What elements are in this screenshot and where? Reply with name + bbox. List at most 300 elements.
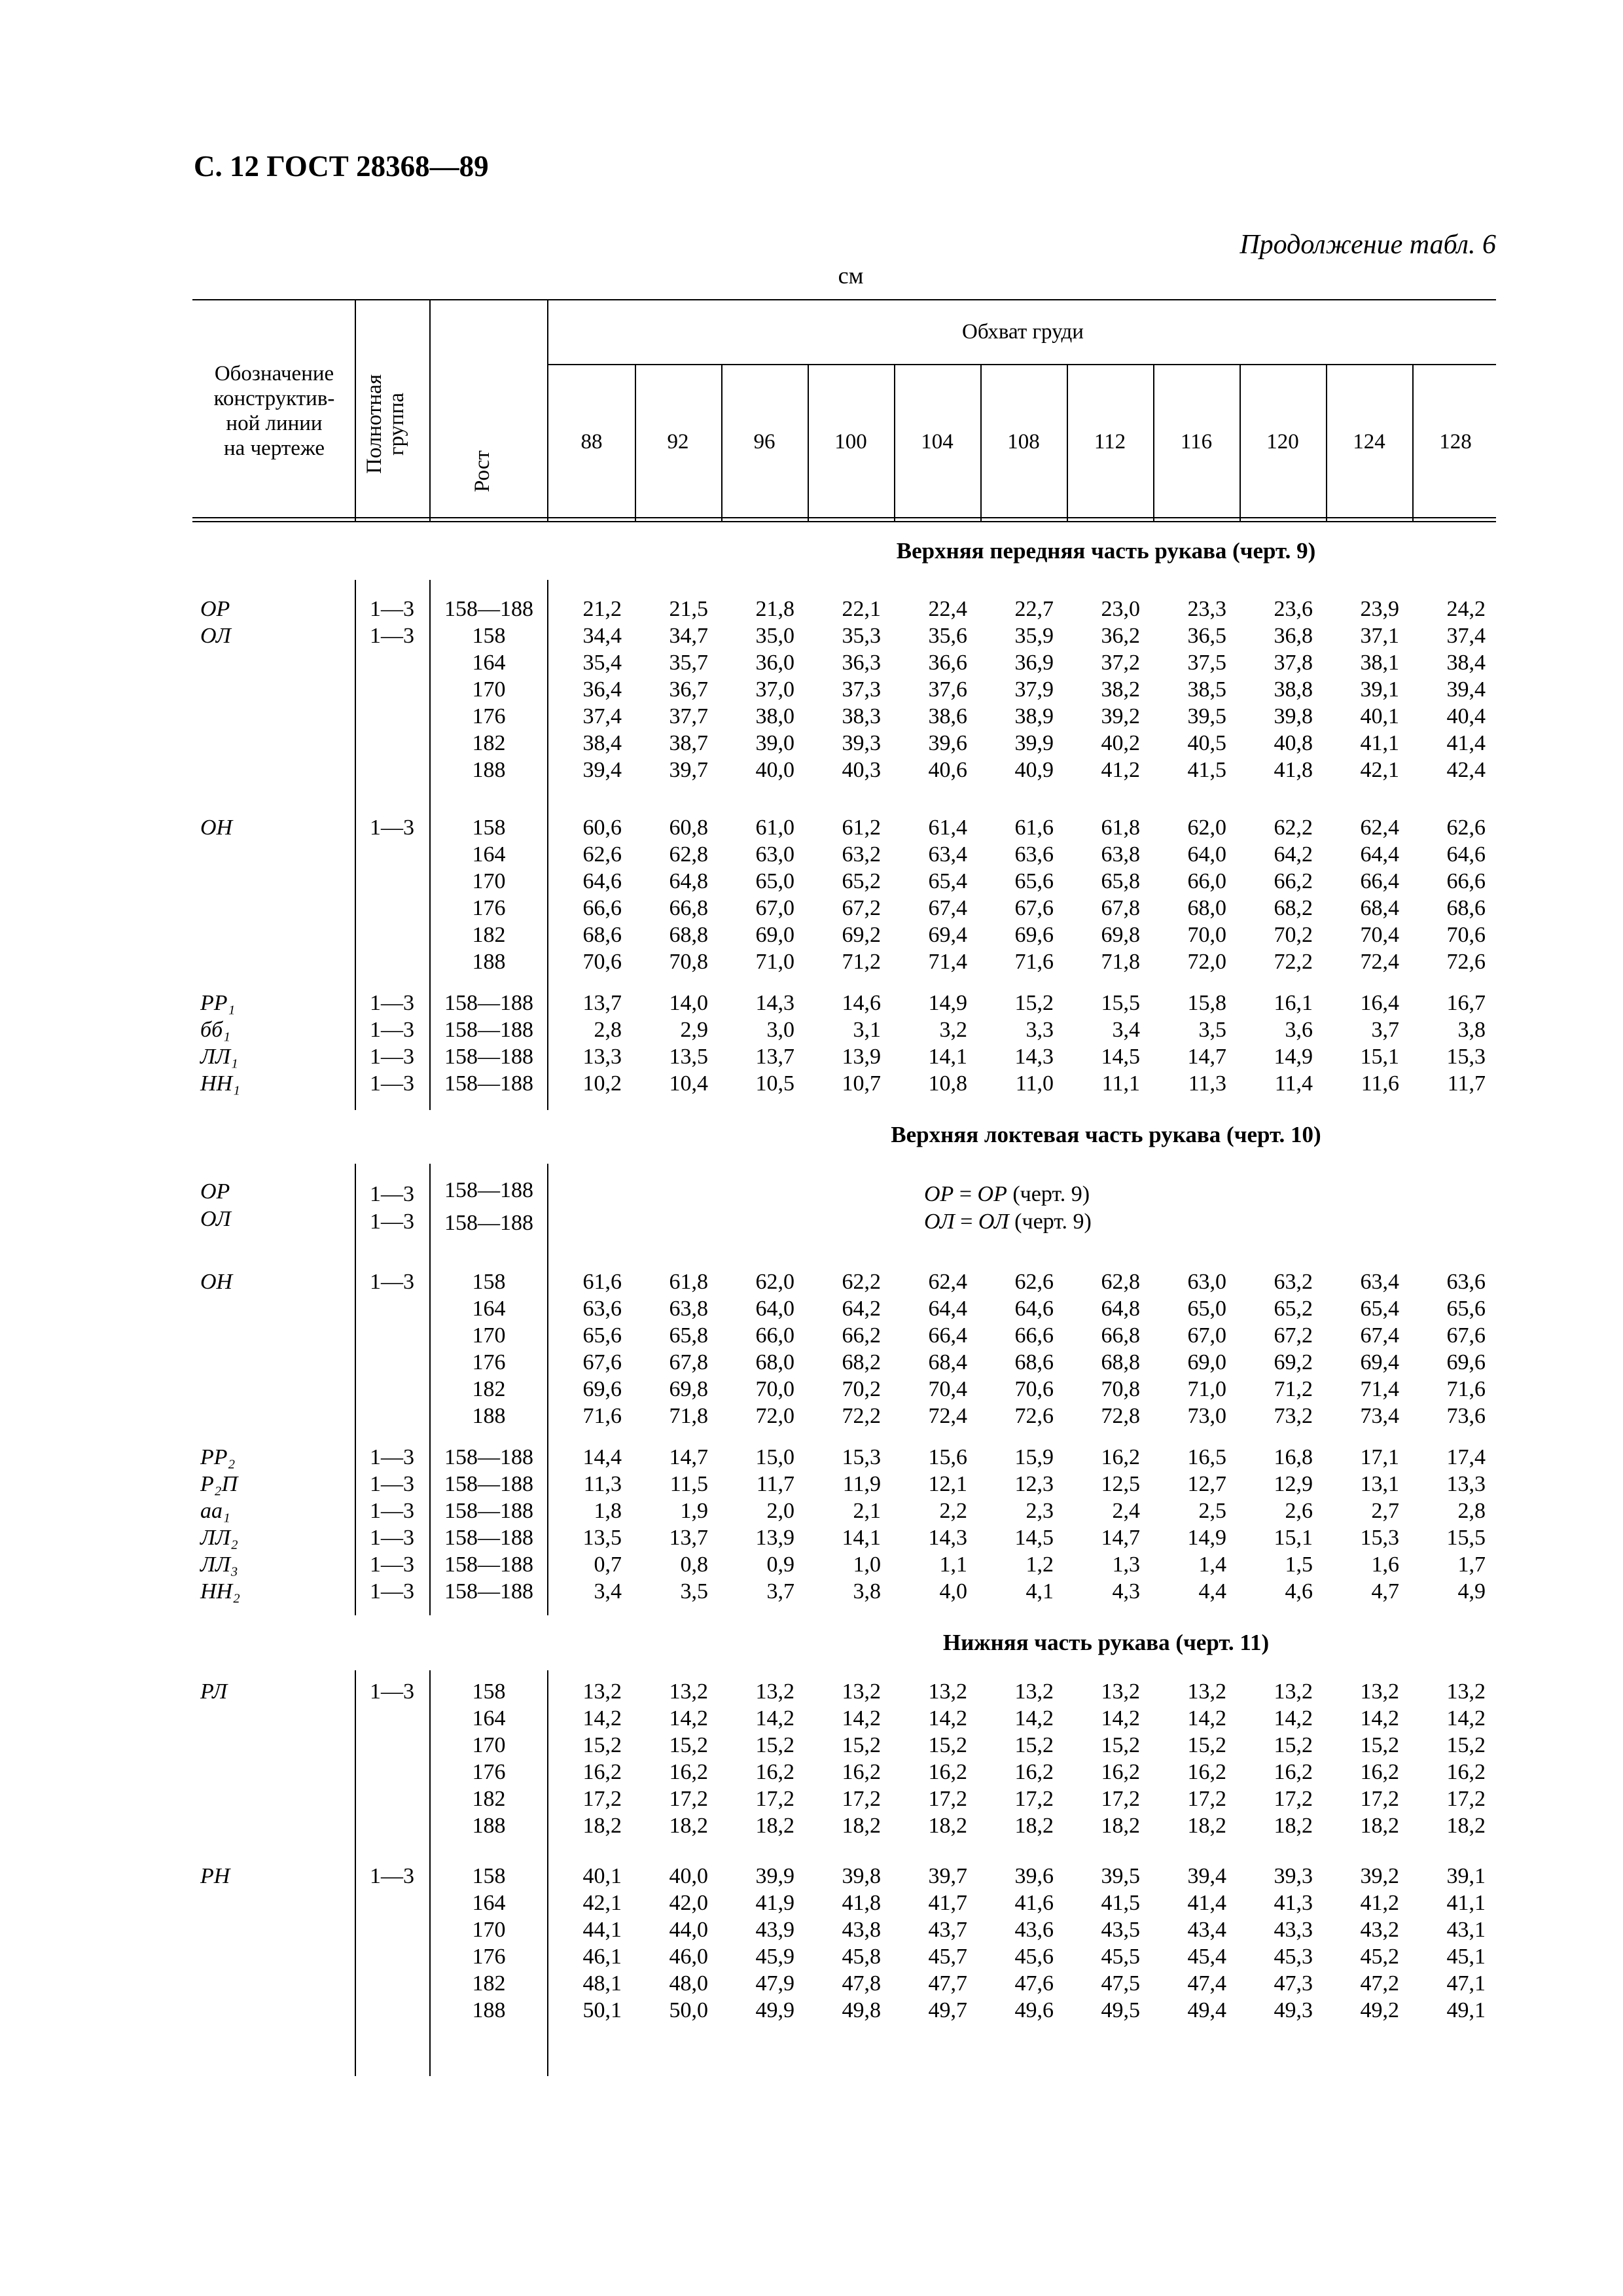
value-cell: 1,7 [1457, 1552, 1486, 1577]
value-cell: 16,2 [1014, 1760, 1054, 1784]
value-cell: 70,2 [842, 1377, 881, 1401]
value-cell: 66,6 [582, 896, 622, 920]
value-cell: 16,2 [1446, 1760, 1486, 1784]
value-cell: 73,6 [1446, 1404, 1486, 1428]
value-cell: 14,6 [842, 991, 881, 1015]
value-cell: 43,6 [1014, 1918, 1054, 1942]
value-cell: 42,0 [669, 1891, 708, 1915]
value-cell: 70,0 [1187, 923, 1226, 947]
value-cell: 41,2 [1101, 758, 1140, 782]
value-cell: 40,6 [928, 758, 967, 782]
chest-size-header: 100 [834, 430, 867, 454]
row-height: 158—188 [444, 1018, 533, 1042]
value-cell: 65,0 [755, 869, 794, 893]
value-cell: 71,6 [582, 1404, 622, 1428]
value-cell: 15,2 [1446, 1733, 1486, 1757]
value-cell: 1,8 [594, 1499, 622, 1523]
value-cell: 37,0 [755, 677, 794, 702]
row-height: 182 [472, 1377, 506, 1401]
value-cell: 14,4 [582, 1445, 622, 1469]
value-cell: 49,8 [842, 1998, 881, 2022]
value-cell: 38,6 [928, 704, 967, 728]
value-cell: 45,5 [1101, 1945, 1140, 1969]
value-cell: 37,7 [669, 704, 708, 728]
value-cell: 39,1 [1360, 677, 1399, 702]
value-cell: 63,6 [582, 1297, 622, 1321]
value-cell: 14,3 [755, 991, 794, 1015]
value-cell: 10,5 [755, 1071, 794, 1096]
value-cell: 36,9 [1014, 651, 1054, 675]
value-cell: 72,6 [1446, 950, 1486, 974]
value-cell: 66,2 [842, 1323, 881, 1348]
value-cell: 65,6 [1014, 869, 1054, 893]
value-cell: 65,6 [582, 1323, 622, 1348]
value-cell: 65,4 [928, 869, 967, 893]
value-cell: 4,6 [1285, 1579, 1313, 1604]
value-cell: 39,4 [1187, 1864, 1226, 1888]
value-cell: 70,6 [582, 950, 622, 974]
value-cell: 68,0 [755, 1350, 794, 1374]
value-cell: 11,3 [1188, 1071, 1226, 1096]
value-cell: 13,9 [842, 1045, 881, 1069]
value-cell: 47,2 [1360, 1971, 1399, 1996]
value-cell: 22,1 [842, 597, 881, 621]
value-cell: 17,1 [1360, 1445, 1399, 1469]
row-height: 188 [472, 1998, 506, 2022]
value-cell: 64,8 [1101, 1297, 1140, 1321]
value-cell: 67,4 [1360, 1323, 1399, 1348]
row-code: РН [200, 1864, 230, 1888]
value-cell: 67,0 [1187, 1323, 1226, 1348]
value-cell: 41,4 [1446, 731, 1486, 755]
value-cell: 2,1 [853, 1499, 881, 1523]
value-cell: 38,7 [669, 731, 708, 755]
value-cell: 72,4 [1360, 950, 1399, 974]
value-cell: 39,3 [1274, 1864, 1313, 1888]
value-cell: 37,1 [1360, 624, 1399, 648]
value-cell: 1,0 [853, 1552, 881, 1577]
value-cell: 70,8 [669, 950, 708, 974]
value-cell: 41,2 [1360, 1891, 1399, 1915]
value-cell: 62,0 [1187, 816, 1226, 840]
row-code: РР₁ [200, 991, 236, 1015]
value-cell: 45,7 [928, 1945, 967, 1969]
value-cell: 36,8 [1274, 624, 1313, 648]
value-cell: 72,2 [842, 1404, 881, 1428]
value-cell: 49,5 [1101, 1998, 1140, 2022]
value-cell: 1,3 [1112, 1552, 1140, 1577]
value-cell: 13,2 [1360, 1679, 1399, 1704]
value-cell: 66,4 [1360, 869, 1399, 893]
row-code: аа₁ [200, 1499, 230, 1523]
row-height: 170 [472, 1918, 506, 1942]
header-divider-2 [429, 299, 431, 522]
row-group: 1—3 [370, 1071, 414, 1096]
value-cell: 49,3 [1274, 1998, 1313, 2022]
value-cell: 14,7 [669, 1445, 708, 1469]
value-cell: 3,1 [853, 1018, 881, 1042]
designation-header: Обозначение конструктив- ной линии на чертеже [213, 362, 335, 460]
header-divider-3 [547, 299, 548, 522]
value-cell: 45,4 [1187, 1945, 1226, 1969]
value-cell: 10,2 [582, 1071, 622, 1096]
value-cell: 69,8 [1101, 923, 1140, 947]
row-height: 188 [472, 950, 506, 974]
body-divider-height [429, 1164, 431, 1615]
value-cell: 13,5 [582, 1526, 622, 1550]
value-cell: 70,6 [1446, 923, 1486, 947]
value-cell: 23,9 [1360, 597, 1399, 621]
value-cell: 14,9 [928, 991, 967, 1015]
value-cell: 43,1 [1446, 1918, 1486, 1942]
unit-label: см [838, 262, 864, 289]
value-cell: 62,4 [1360, 816, 1399, 840]
value-cell: 41,5 [1187, 758, 1226, 782]
value-cell: 15,2 [928, 1733, 967, 1757]
value-cell: 35,0 [755, 624, 794, 648]
value-cell: 3,3 [1026, 1018, 1054, 1042]
value-cell: 72,0 [1187, 950, 1226, 974]
row-code: ЛЛ₂ [200, 1526, 238, 1550]
value-cell: 14,2 [755, 1706, 794, 1731]
value-cell: 14,1 [842, 1526, 881, 1550]
formula-ol: ОЛ = ОЛ (черт. 9) [924, 1210, 1092, 1234]
value-cell: 14,2 [1446, 1706, 1486, 1731]
row-height: 170 [472, 869, 506, 893]
value-cell: 39,4 [1446, 677, 1486, 702]
value-cell: 71,6 [1446, 1377, 1486, 1401]
value-cell: 37,3 [842, 677, 881, 702]
value-cell: 40,0 [669, 1864, 708, 1888]
value-cell: 15,9 [1014, 1445, 1054, 1469]
value-cell: 39,5 [1187, 704, 1226, 728]
value-cell: 67,6 [582, 1350, 622, 1374]
value-cell: 16,2 [928, 1760, 967, 1784]
value-cell: 13,7 [755, 1045, 794, 1069]
value-cell: 35,3 [842, 624, 881, 648]
value-cell: 15,1 [1274, 1526, 1313, 1550]
row-height: 170 [472, 677, 506, 702]
value-cell: 72,2 [1274, 950, 1313, 974]
value-cell: 65,2 [1274, 1297, 1313, 1321]
value-cell: 49,1 [1446, 1998, 1486, 2022]
value-cell: 61,2 [842, 816, 881, 840]
value-cell: 43,7 [928, 1918, 967, 1942]
value-cell: 73,4 [1360, 1404, 1399, 1428]
value-cell: 17,4 [1446, 1445, 1486, 1469]
value-cell: 16,2 [1101, 1445, 1140, 1469]
value-cell: 40,9 [1014, 758, 1054, 782]
value-cell: 42,1 [582, 1891, 622, 1915]
value-cell: 15,2 [582, 1733, 622, 1757]
value-cell: 15,8 [1187, 991, 1226, 1015]
row-height: 164 [472, 842, 506, 867]
value-cell: 64,6 [1446, 842, 1486, 867]
value-cell: 68,2 [842, 1350, 881, 1374]
value-cell: 41,1 [1360, 731, 1399, 755]
chest-size-header: 112 [1094, 430, 1126, 454]
value-cell: 69,8 [669, 1377, 708, 1401]
value-cell: 64,0 [1187, 842, 1226, 867]
value-cell: 0,8 [680, 1552, 708, 1577]
value-cell: 18,2 [928, 1814, 967, 1838]
value-cell: 17,2 [1187, 1787, 1226, 1811]
value-cell: 2,8 [594, 1018, 622, 1042]
value-cell: 62,2 [842, 1270, 881, 1294]
value-cell: 3,4 [1112, 1018, 1140, 1042]
value-cell: 16,1 [1274, 991, 1313, 1015]
row-height: 182 [472, 923, 506, 947]
value-cell: 35,6 [928, 624, 967, 648]
value-cell: 68,0 [1187, 896, 1226, 920]
value-cell: 22,7 [1014, 597, 1054, 621]
value-cell: 18,2 [1274, 1814, 1313, 1838]
formula-row-height-1: 158—188 [444, 1178, 533, 1202]
value-cell: 50,0 [669, 1998, 708, 2022]
section-title-upper-front: Верхняя передняя часть рукава (черт. 9) [896, 538, 1316, 564]
value-cell: 4,1 [1026, 1579, 1054, 1604]
value-cell: 69,4 [1360, 1350, 1399, 1374]
value-cell: 41,3 [1274, 1891, 1313, 1915]
value-cell: 14,2 [1014, 1706, 1054, 1731]
value-cell: 15,2 [1360, 1733, 1399, 1757]
value-cell: 18,2 [582, 1814, 622, 1838]
value-cell: 2,8 [1457, 1499, 1486, 1523]
value-cell: 36,6 [928, 651, 967, 675]
value-cell: 44,1 [582, 1918, 622, 1942]
value-cell: 61,6 [1014, 816, 1054, 840]
section-title-upper-elbow: Верхняя локтевая часть рукава (черт. 10) [891, 1122, 1321, 1147]
value-cell: 69,2 [842, 923, 881, 947]
row-group: 1—3 [370, 1499, 414, 1523]
page-title: С. 12 ГОСТ 28368—89 [194, 150, 489, 183]
value-cell: 3,4 [594, 1579, 622, 1604]
row-code: бб₁ [200, 1018, 231, 1042]
value-cell: 41,9 [755, 1891, 794, 1915]
value-cell: 64,2 [1274, 842, 1313, 867]
value-cell: 13,1 [1360, 1472, 1399, 1496]
value-cell: 43,2 [1360, 1918, 1399, 1942]
value-cell: 49,9 [755, 1998, 794, 2022]
value-cell: 14,7 [1101, 1526, 1140, 1550]
value-cell: 45,1 [1446, 1945, 1486, 1969]
row-height: 158—188 [444, 1499, 533, 1523]
row-group: 1—3 [370, 1579, 414, 1604]
formula-row-height-2: 158—188 [444, 1211, 533, 1235]
row-height: 158 [472, 1679, 506, 1704]
value-cell: 65,8 [669, 1323, 708, 1348]
value-cell: 64,6 [1014, 1297, 1054, 1321]
value-cell: 47,6 [1014, 1971, 1054, 1996]
row-height: 158—188 [444, 1045, 533, 1069]
value-cell: 40,4 [1446, 704, 1486, 728]
row-group: 1—3 [370, 1018, 414, 1042]
formula-row-group-2: 1—3 [370, 1210, 414, 1234]
value-cell: 14,0 [669, 991, 708, 1015]
value-cell: 50,1 [582, 1998, 622, 2022]
value-cell: 37,4 [582, 704, 622, 728]
header-bottom-rule [192, 517, 1496, 518]
value-cell: 11,1 [1101, 1071, 1140, 1096]
formula-row-code-1: ОР [200, 1179, 230, 1204]
value-cell: 23,0 [1101, 597, 1140, 621]
formula-or: ОР = ОР (черт. 9) [924, 1182, 1090, 1206]
chest-group-rule [548, 364, 1496, 365]
value-cell: 68,6 [582, 923, 622, 947]
value-cell: 68,4 [1360, 896, 1399, 920]
row-height: 170 [472, 1733, 506, 1757]
value-cell: 71,8 [669, 1404, 708, 1428]
value-cell: 71,8 [1101, 950, 1140, 974]
value-cell: 69,4 [928, 923, 967, 947]
value-cell: 66,0 [1187, 869, 1226, 893]
value-cell: 2,3 [1026, 1499, 1054, 1523]
value-cell: 67,2 [1274, 1323, 1313, 1348]
value-cell: 18,2 [1014, 1814, 1054, 1838]
value-cell: 48,0 [669, 1971, 708, 1996]
value-cell: 65,2 [842, 869, 881, 893]
value-cell: 3,6 [1285, 1018, 1313, 1042]
value-cell: 46,1 [582, 1945, 622, 1969]
value-cell: 13,7 [582, 991, 622, 1015]
value-cell: 45,3 [1274, 1945, 1313, 1969]
value-cell: 15,2 [1274, 1733, 1313, 1757]
row-height: 158—188 [444, 1071, 533, 1096]
value-cell: 14,5 [1014, 1526, 1054, 1550]
value-cell: 18,2 [1187, 1814, 1226, 1838]
row-code: НН₁ [200, 1071, 240, 1096]
value-cell: 60,6 [582, 816, 622, 840]
value-cell: 15,6 [928, 1445, 967, 1469]
row-height: 188 [472, 1404, 506, 1428]
value-cell: 10,4 [669, 1071, 708, 1096]
value-cell: 39,2 [1360, 1864, 1399, 1888]
value-cell: 70,4 [1360, 923, 1399, 947]
value-cell: 15,0 [755, 1445, 794, 1469]
value-cell: 41,7 [928, 1891, 967, 1915]
row-height: 164 [472, 651, 506, 675]
value-cell: 15,2 [1014, 991, 1054, 1015]
value-cell: 3,7 [766, 1579, 794, 1604]
value-cell: 17,2 [755, 1787, 794, 1811]
value-cell: 63,4 [1360, 1270, 1399, 1294]
value-cell: 67,0 [755, 896, 794, 920]
value-cell: 35,7 [669, 651, 708, 675]
value-cell: 37,8 [1274, 651, 1313, 675]
value-cell: 38,8 [1274, 677, 1313, 702]
value-cell: 39,5 [1101, 1864, 1140, 1888]
value-cell: 16,2 [755, 1760, 794, 1784]
value-cell: 16,2 [1187, 1760, 1226, 1784]
value-cell: 39,6 [1014, 1864, 1054, 1888]
value-cell: 63,8 [669, 1297, 708, 1321]
value-cell: 38,9 [1014, 704, 1054, 728]
value-cell: 14,2 [669, 1706, 708, 1731]
value-cell: 43,9 [755, 1918, 794, 1942]
value-cell: 47,4 [1187, 1971, 1226, 1996]
value-cell: 11,6 [1361, 1071, 1399, 1096]
value-cell: 73,2 [1274, 1404, 1313, 1428]
value-cell: 16,2 [582, 1760, 622, 1784]
value-cell: 66,8 [1101, 1323, 1140, 1348]
value-cell: 13,2 [842, 1679, 881, 1704]
value-cell: 13,5 [669, 1045, 708, 1069]
value-cell: 14,2 [1187, 1706, 1226, 1731]
value-cell: 39,6 [928, 731, 967, 755]
formula-row-group-1: 1—3 [370, 1182, 414, 1206]
row-height: 188 [472, 1814, 506, 1838]
header-divider-1 [355, 299, 356, 522]
value-cell: 43,4 [1187, 1918, 1226, 1942]
row-group: 1—3 [370, 624, 414, 648]
value-cell: 64,6 [582, 869, 622, 893]
value-cell: 14,2 [1101, 1706, 1140, 1731]
value-cell: 13,2 [755, 1679, 794, 1704]
value-cell: 46,0 [669, 1945, 708, 1969]
value-cell: 24,2 [1446, 597, 1486, 621]
value-cell: 36,4 [582, 677, 622, 702]
value-cell: 36,5 [1187, 624, 1226, 648]
value-cell: 13,2 [928, 1679, 967, 1704]
value-cell: 38,2 [1101, 677, 1140, 702]
value-cell: 69,6 [1014, 923, 1054, 947]
value-cell: 40,1 [582, 1864, 622, 1888]
row-height: 158—188 [444, 1552, 533, 1577]
row-group: 1—3 [370, 991, 414, 1015]
value-cell: 71,4 [1360, 1377, 1399, 1401]
value-cell: 21,2 [582, 597, 622, 621]
value-cell: 66,6 [1014, 1323, 1054, 1348]
value-cell: 67,8 [669, 1350, 708, 1374]
value-cell: 13,3 [582, 1045, 622, 1069]
value-cell: 15,2 [1187, 1733, 1226, 1757]
value-cell: 37,4 [1446, 624, 1486, 648]
row-height: 188 [472, 758, 506, 782]
value-cell: 73,0 [1187, 1404, 1226, 1428]
value-cell: 60,8 [669, 816, 708, 840]
value-cell: 16,2 [1360, 1760, 1399, 1784]
chest-size-header: 104 [921, 430, 954, 454]
value-cell: 70,0 [755, 1377, 794, 1401]
value-cell: 17,2 [1360, 1787, 1399, 1811]
value-cell: 47,1 [1446, 1971, 1486, 1996]
value-cell: 23,3 [1187, 597, 1226, 621]
value-cell: 34,7 [669, 624, 708, 648]
value-cell: 1,1 [939, 1552, 967, 1577]
value-cell: 11,7 [756, 1472, 794, 1496]
row-code: Р₂П [200, 1472, 238, 1496]
value-cell: 72,0 [755, 1404, 794, 1428]
value-cell: 41,1 [1446, 1891, 1486, 1915]
value-cell: 14,5 [1101, 1045, 1140, 1069]
value-cell: 2,4 [1112, 1499, 1140, 1523]
value-cell: 18,2 [1446, 1814, 1486, 1838]
value-cell: 36,0 [755, 651, 794, 675]
body-divider-height [429, 580, 431, 1110]
value-cell: 64,4 [928, 1297, 967, 1321]
value-cell: 39,4 [582, 758, 622, 782]
value-cell: 1,4 [1198, 1552, 1226, 1577]
value-cell: 66,0 [755, 1323, 794, 1348]
chest-size-header: 128 [1439, 430, 1472, 454]
value-cell: 62,4 [928, 1270, 967, 1294]
value-cell: 17,2 [669, 1787, 708, 1811]
value-cell: 40,0 [755, 758, 794, 782]
value-cell: 43,5 [1101, 1918, 1140, 1942]
row-height: 182 [472, 731, 506, 755]
row-group: 1—3 [370, 1552, 414, 1577]
value-cell: 47,9 [755, 1971, 794, 1996]
